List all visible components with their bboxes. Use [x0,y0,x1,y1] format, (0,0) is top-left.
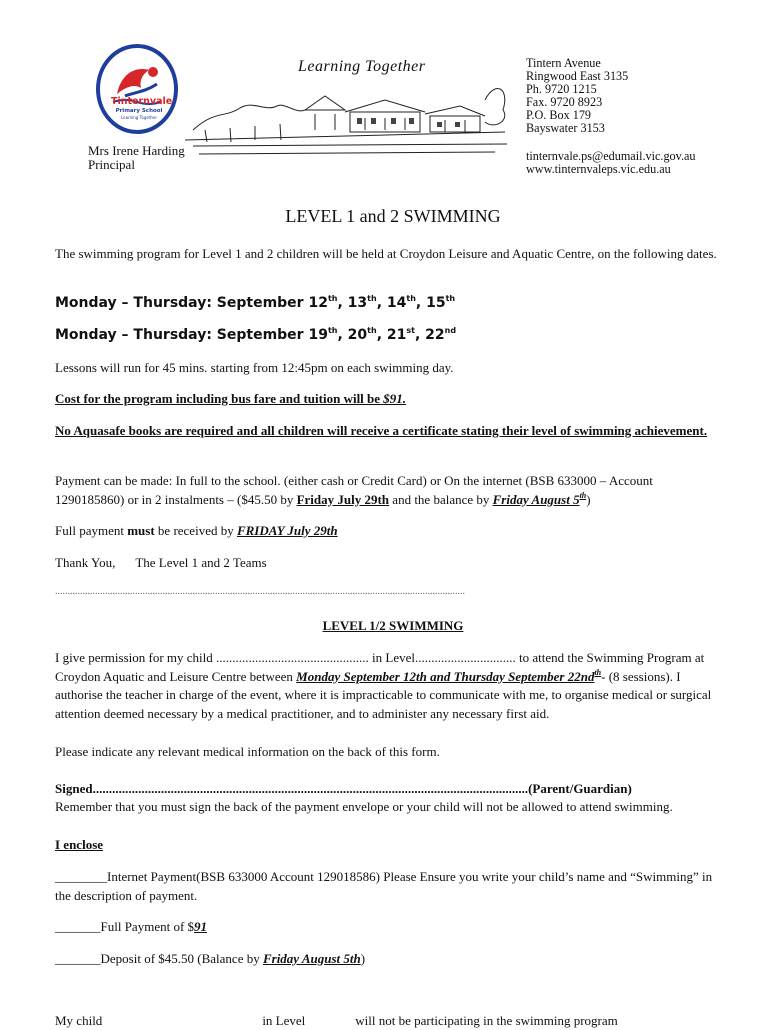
dates-week-1: Monday – Thursday: September 12th, 13th, 14th, 15th [55,294,456,311]
payment-paragraph: Payment can be made: In full to the school. (either cash or Credit Card) or On the internet (BSB 633000 – Account 1290185860) or in 2 instalments – ($45.50 by Friday July 29th and the balance by Friday August 5th) [55,473,653,507]
option-full-payment[interactable]: _______Full Payment of $91 [55,919,208,934]
principal-name: Mrs Irene Harding [88,143,185,158]
address-line: Tintern Avenue [526,56,601,70]
school-logo [95,44,179,136]
lessons-info: Lessons will run for 45 mins. starting from 12:45pm on each swimming day. [55,360,454,375]
motto: Learning Together [298,58,426,75]
signature-line[interactable]: Signed......................................................................................................................................(Parent/Guardian) [55,781,632,796]
logo-tagline: Learning Together [120,115,158,120]
aquasafe-notice: No Aquasafe books are required and all children will receive a certificate stating their level of swimming achievement. [55,423,708,438]
address-line: Ph. 9720 1215 [526,82,597,96]
address-line: Ringwood East 3135 [526,69,629,83]
address-line: Bayswater 3153 [526,121,605,135]
dates-week-2: Monday – Thursday: September 19th, 20th, 21st, 22nd [55,326,457,343]
principal-title: Principal [88,157,135,172]
form-title: LEVEL 1/2 SWIMMING [322,618,464,633]
address-line: Fax. 9720 8923 [526,95,603,109]
medical-info-note: Please indicate any relevant medical information on the back of this form. [55,744,440,759]
thank-you: Thank You, The Level 1 and 2 Teams [55,555,267,570]
cut-line: .................................................................................................................................................................... [55,586,465,597]
envelope-reminder: Remember that you must sign the back of the payment envelope or your child will not be allowed to attend swimming. [55,799,673,814]
logo-name: Tinternvale [111,96,173,107]
enclose-heading: I enclose [55,837,104,852]
page-title: LEVEL 1 and 2 SWIMMING [285,206,501,226]
school-website: www.tinternvaleps.vic.edu.au [526,162,671,176]
cost-statement: Cost for the program including bus fare and tuition will be $91. [55,391,407,406]
logo-subtitle: Primary School [115,108,163,114]
address-line: P.O. Box 179 [526,108,592,122]
full-payment-deadline: Full payment must be received by FRIDAY July 29th [55,523,338,538]
permission-paragraph[interactable]: I give permission for my child ............................................... in Level............................... to attend the Swimming Program at Croydon Aquatic and Leisure Centre between Monday September 12th and Thursday September $22nd^{th}-$ (8 sessions). I authorise the teacher in charge of the event, where it is impracticable to communicate with me, to organise medical or surgical attention deemed necessary by a medical practitioner, and to administer any necessary first aid. [55,650,712,721]
non-participation-line[interactable]: My child in Level will not be participating in the swimming program [55,1013,618,1028]
intro-paragraph: The swimming program for Level 1 and 2 children will be held at Croydon Leisure and Aquatic Centre, on the following dates. [55,246,717,261]
option-internet-payment[interactable]: ________Internet Payment(BSB 633000 Account 129018586) Please Ensure you write your child’s name and “Swimming” in the description of payment. [55,869,713,903]
school-building-drawing [185,70,515,160]
option-deposit[interactable]: _______Deposit of $45.50 (Balance by Friday August 5th) [55,951,366,966]
school-email: tinternvale.ps@edumail.vic.gov.au [526,149,696,163]
